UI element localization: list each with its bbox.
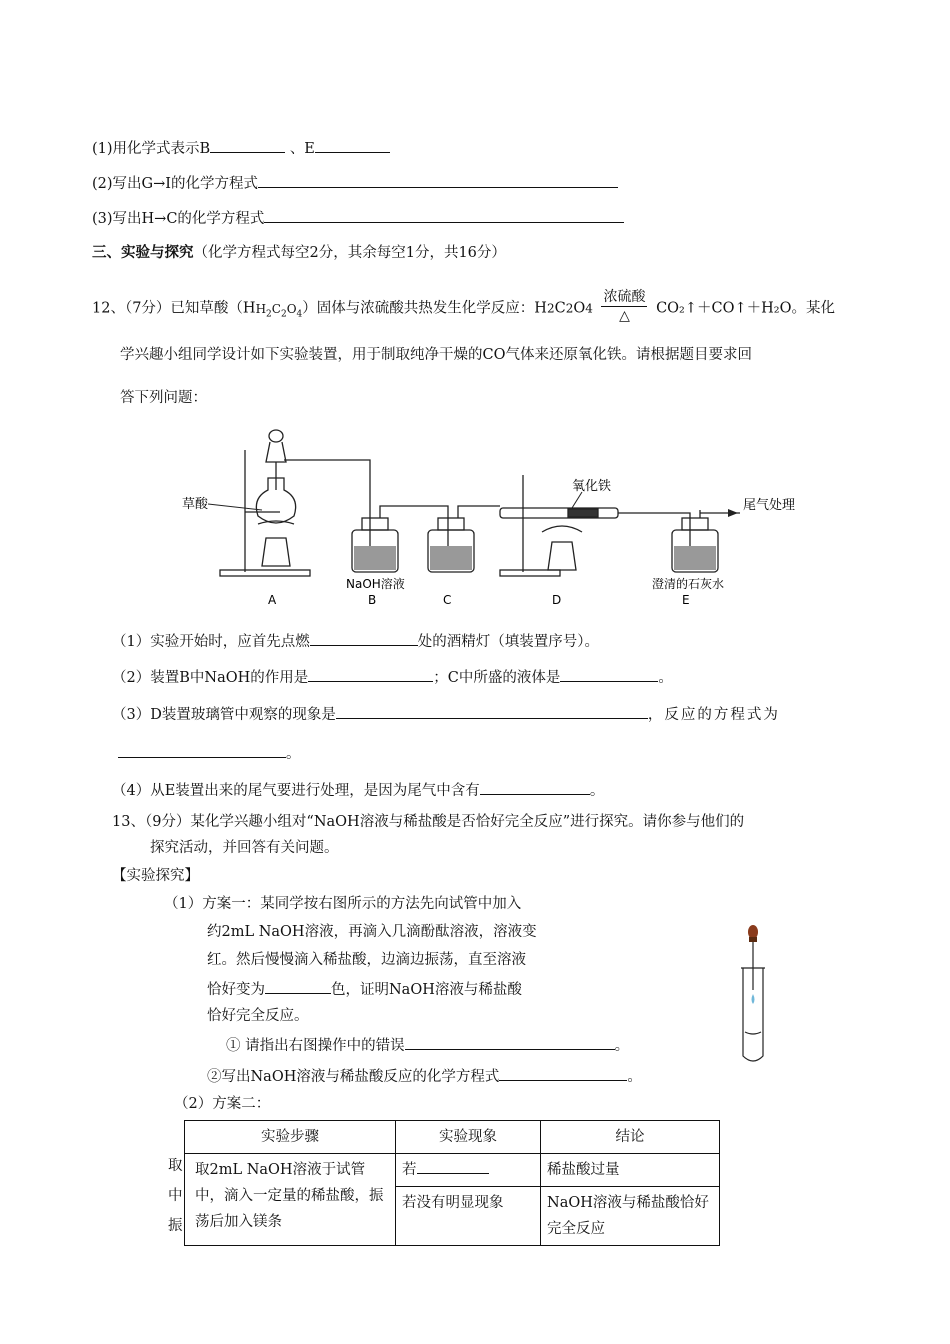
table-cell: 稀盐酸过量 [541,1154,720,1187]
q13-plan2: （2）方案二： [174,1096,271,1112]
q13-question1: ① 请指出右图操作中的错误 。 [226,1034,629,1056]
label-iron-oxide: 氧化铁 [572,479,612,494]
label-B: B [368,593,377,607]
answer-blank[interactable] [405,1034,615,1050]
table-header: 实验现象 [396,1121,541,1154]
apparatus-figure [180,420,796,610]
experiment-table [184,1120,720,1246]
q12-intro: 12、（7分）已知草酸$(HH_2C_2O_4)$固体与浓硫酸共热发生化学反应：H2C2O4 $\frac{\text{浓硫酸}}{\triangle}$ CO₂↑＋CO↑＋H₂O。某化 [92,289,835,324]
answer-blank[interactable] [258,172,618,188]
section-heading: 三、实验与探究（化学方程式每空2分，其余每空1分，共16分） [92,245,506,261]
answer-blank[interactable] [499,1065,627,1081]
answer-blank[interactable] [417,1158,489,1174]
q12-intro-line2: 学兴趣小组同学设计如下实验装置，用于制取纯净干燥的CO气体来还原氧化铁。请根据题目要求回 [120,347,752,363]
q12-sub3: （3）D装置玻璃管中观察的现象是 ，反应的方程式为 [112,703,780,725]
q13-question2: ②写出NaOH溶液与稀盐酸反应的化学方程式 。 [207,1065,642,1087]
q11-part2: (2)写出G→I的化学方程式 [92,172,618,194]
label-D: D [552,593,562,607]
q11-part3: (3)写出H→C的化学方程式 [92,207,624,229]
label-caosuan: 草酸 [182,497,209,512]
q12-intro-line3: 答下列问题： [120,390,207,406]
table-cell-step: 取2mL NaOH溶液于试管中，滴入一定量的稀盐酸，振荡后加入镁条 [185,1154,396,1246]
q13-plan1-line1: （1）方案一：某同学按右图所示的方法先向试管中加入 [164,896,522,912]
table-cell: NaOH溶液与稀盐酸恰好完全反应 [541,1187,720,1246]
q13-plan1-line5: 恰好完全反应。 [207,1008,309,1024]
answer-blank[interactable] [118,742,286,758]
q12-sub3-cont: 。 [118,742,301,764]
q12-sub4: （4）从E装置出来的尾气要进行处理，是因为尾气中含有 。 [112,779,604,801]
label-limewater: 澄清的石灰水 [652,577,725,591]
label-naoh: NaOH溶液 [346,577,405,591]
q13-heading: 【实验探究】 [112,868,199,884]
table-cell: 若没有明显现象 [396,1187,541,1246]
table-header-row [185,1121,720,1154]
test-tube-figure [735,920,775,1070]
label-A: A [268,593,277,607]
answer-blank[interactable] [264,207,624,223]
answer-blank[interactable] [308,666,433,682]
answer-blank[interactable] [210,137,285,153]
q13-intro-line2: 探究活动，并回答有关问题。 [150,840,339,856]
answer-blank[interactable] [315,137,390,153]
table-overflow-text: 取 中 振 [168,1158,183,1234]
q13-plan1-line4: 恰好变为 色，证明NaOH溶液与稀盐酸 [207,978,522,1000]
answer-blank[interactable] [336,703,648,719]
q12-sub2: （2）装置B中NaOH的作用是 ；C中所盛的液体是 。 [112,666,673,688]
q13-plan1-line2: 约2mL NaOH溶液，再滴入几滴酚酞溶液，溶液变 [207,924,537,940]
label-C: C [443,593,452,607]
answer-blank[interactable] [310,630,418,646]
answer-blank[interactable] [560,666,658,682]
q12-sub1: （1）实验开始时，应首先点燃 处的酒精灯（填装置序号）。 [112,630,599,652]
table-header: 结论 [541,1121,720,1154]
table-row [185,1154,720,1187]
q11-part1: (1)用化学式表示B 、E [92,137,390,159]
answer-blank[interactable] [265,978,331,994]
reaction-condition: $\frac{\text{浓硫酸}}{\triangle}$ [603,289,646,324]
table-header: 实验步骤 [185,1121,396,1154]
label-exhaust: 尾气处理 [743,498,796,513]
table-cell: 若 [396,1154,541,1187]
q13-intro: 13、（9分）某化学兴趣小组对“NaOH溶液与稀盐酸是否恰好完全反应”进行探究。请你参与他们的 [112,814,745,830]
label-E: E [682,593,690,607]
q13-plan1-line3: 红。然后慢慢滴入稀盐酸，边滴边振荡，直至溶液 [207,952,526,968]
answer-blank[interactable] [480,779,590,795]
